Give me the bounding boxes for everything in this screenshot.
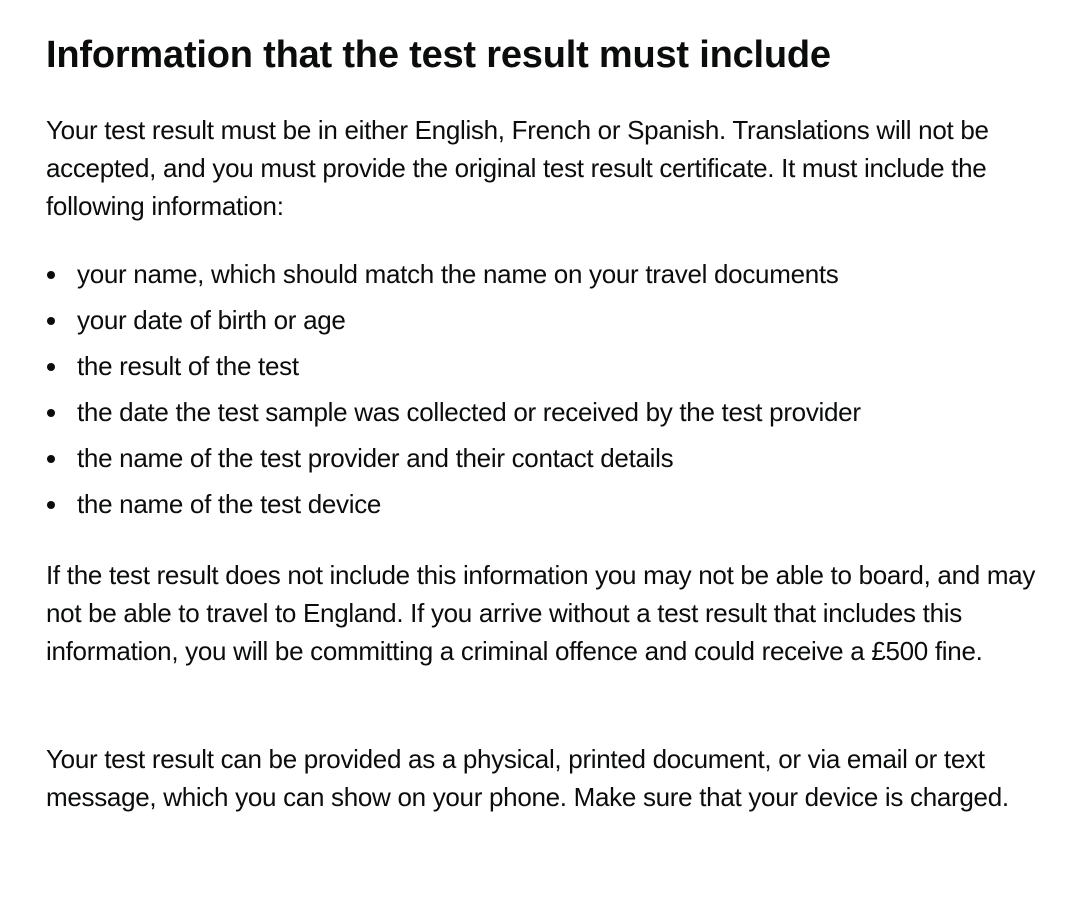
list-item [46, 255, 1036, 293]
bullet-icon [47, 501, 55, 509]
list-item-text: the result of the test [77, 351, 299, 381]
list-item-text: your name, which should match the name on your travel documents [77, 259, 839, 289]
list-item [46, 393, 1036, 431]
list-item [46, 301, 1036, 339]
bullet-icon [47, 363, 55, 371]
required-information-list [46, 255, 1036, 531]
list-item-text: the name of the test device [77, 489, 382, 519]
list-item-text: your date of birth or age [77, 305, 346, 335]
list-item-text: the name of the test provider and their contact details [77, 443, 674, 473]
list-item [46, 485, 1036, 523]
warning-paragraph: If the test result does not include this information you may not be able to board, and may not be able to travel to England. If you arrive without a test result that includes this information, you will be committing a criminal offence and could receive a £500 fine. [46, 560, 1036, 666]
bullet-icon [47, 271, 55, 279]
bullet-icon [47, 317, 55, 325]
bullet-icon [47, 455, 55, 463]
list-item [46, 347, 1036, 385]
list-item-text: the date the test sample was collected or received by the test provider [77, 397, 861, 427]
list-item [46, 439, 1036, 477]
bullet-icon [47, 409, 55, 417]
section-heading: Information that the test result must include [46, 34, 831, 76]
format-paragraph: Your test result can be provided as a physical, printed document, or via email or text message, which you can show on your phone. Make sure that your device is charged. [46, 744, 1009, 812]
intro-paragraph: Your test result must be in either English, French or Spanish. Translations will not be accepted, and you must provide the original test result certificate. It must include the following information: [46, 115, 989, 221]
